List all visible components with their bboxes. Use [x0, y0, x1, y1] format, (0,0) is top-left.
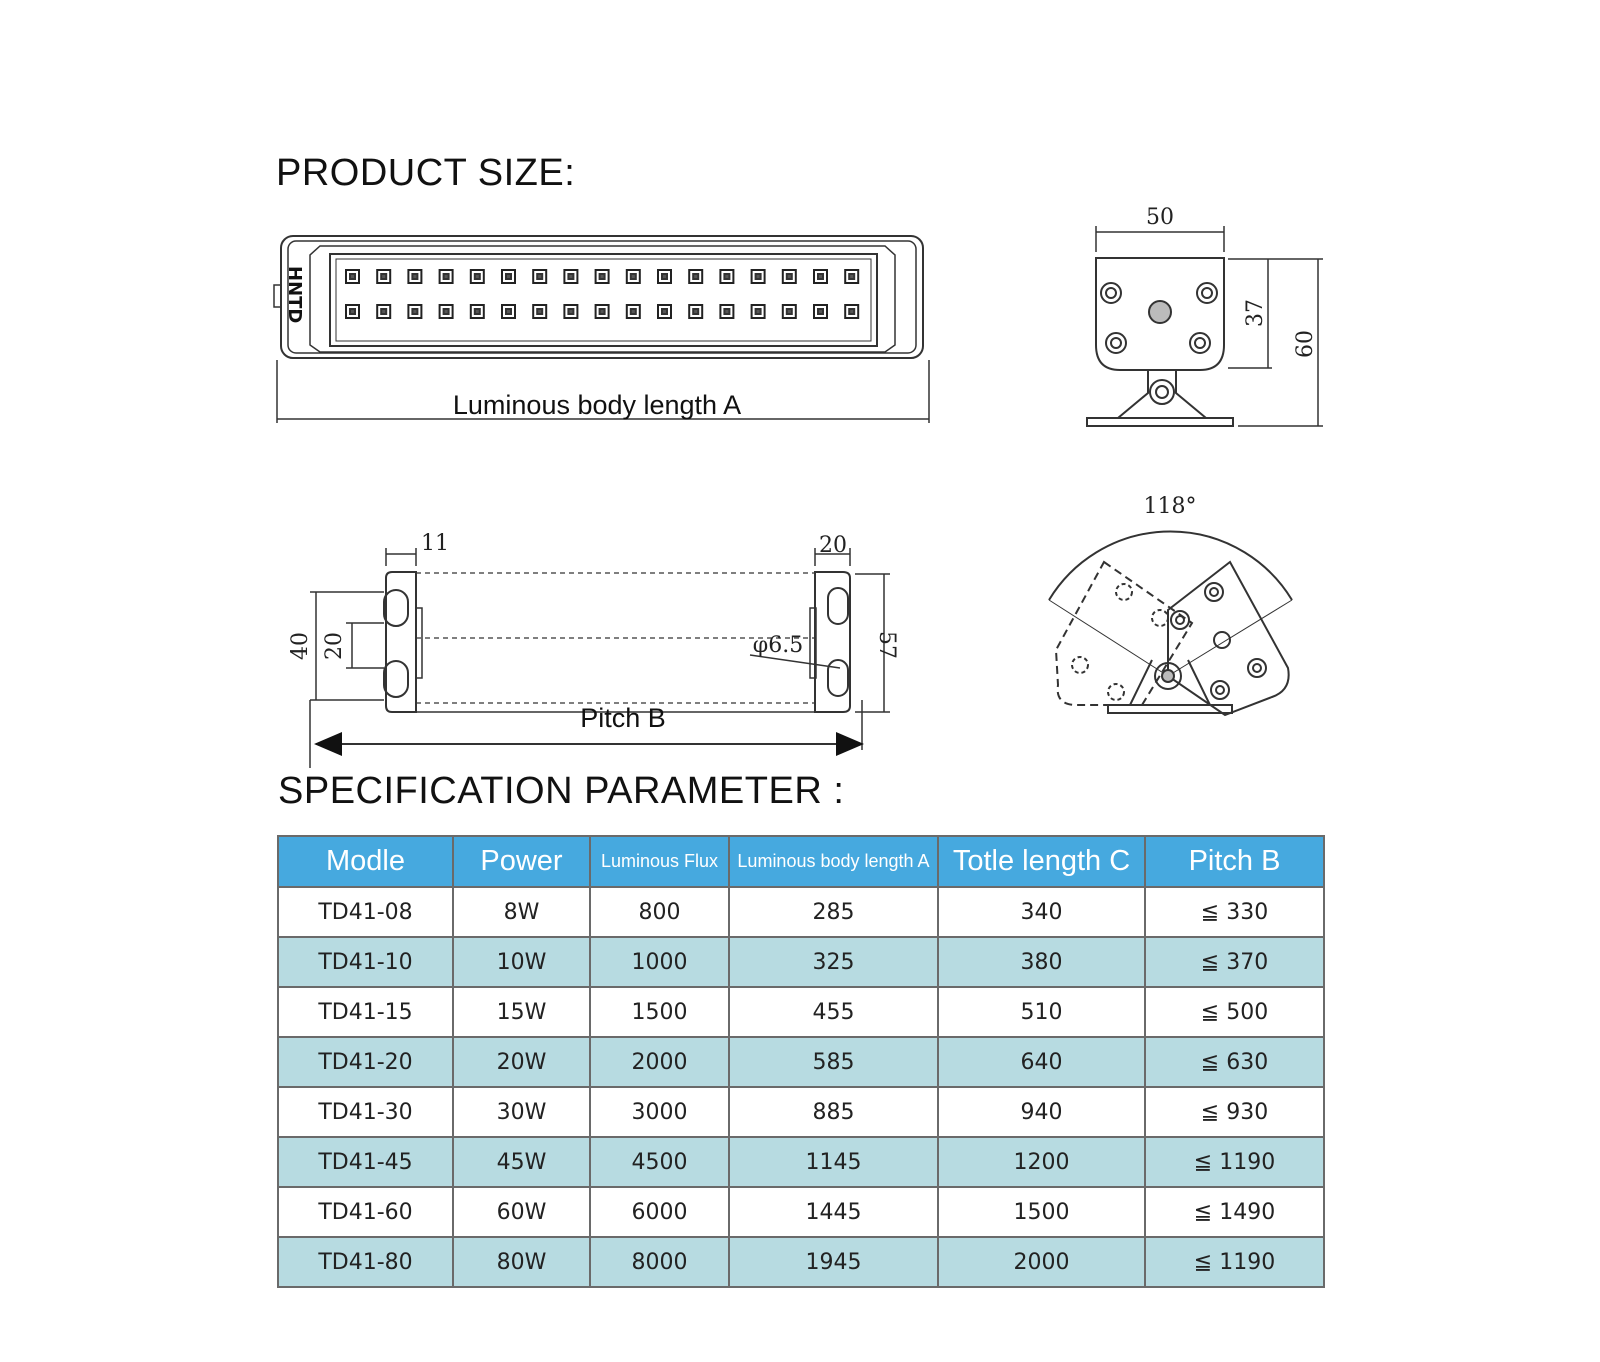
cell-model: TD41-60 — [278, 1187, 453, 1237]
led-chip-core — [568, 274, 573, 279]
cell-total-length: 510 — [938, 987, 1145, 1037]
led-chip-core — [444, 274, 449, 279]
cell-pitch: ≦ 330 — [1145, 887, 1324, 937]
led-chip-core — [849, 309, 854, 314]
cell-luminous-flux: 1500 — [590, 987, 729, 1037]
cell-model: TD41-15 — [278, 987, 453, 1037]
table-row — [278, 987, 1324, 1037]
led-chip-core — [412, 274, 417, 279]
table-row — [278, 1137, 1324, 1187]
led-chip-core — [756, 274, 761, 279]
cell-pitch: ≦ 1490 — [1145, 1187, 1324, 1237]
led-chip-core — [662, 309, 667, 314]
led-chip-core — [412, 309, 417, 314]
table-row — [278, 1087, 1324, 1137]
dim-hole-diameter: φ6.5 — [752, 633, 804, 658]
cell-power: 10W — [453, 937, 590, 987]
led-chip-core — [756, 309, 761, 314]
cell-pitch: ≦ 500 — [1145, 987, 1324, 1037]
cell-power: 45W — [453, 1137, 590, 1187]
led-chip-core — [631, 309, 636, 314]
cell-luminous-flux: 2000 — [590, 1037, 729, 1087]
header-pitch: Pitch B — [1145, 836, 1324, 887]
led-chip-core — [537, 274, 542, 279]
led-chip-core — [693, 274, 698, 279]
led-chip-core — [724, 274, 729, 279]
cell-luminous-body-length: 585 — [729, 1037, 938, 1087]
led-chip-core — [818, 309, 823, 314]
cell-pitch: ≦ 1190 — [1145, 1237, 1324, 1287]
cell-pitch: ≦ 1190 — [1145, 1137, 1324, 1187]
cell-luminous-flux: 800 — [590, 887, 729, 937]
header-luminous-body-length: Luminous body length A — [729, 836, 938, 887]
cell-total-length: 340 — [938, 887, 1145, 937]
cell-pitch: ≦ 370 — [1145, 937, 1324, 987]
dim-bracket-left-offset: 11 — [421, 531, 449, 556]
header-luminous-flux: Luminous Flux — [590, 836, 729, 887]
cell-model: TD41-10 — [278, 937, 453, 987]
cell-power: 60W — [453, 1187, 590, 1237]
product-size-heading: PRODUCT SIZE: — [276, 152, 576, 194]
cell-power: 20W — [453, 1037, 590, 1087]
cell-total-length: 2000 — [938, 1237, 1145, 1287]
table-row — [278, 1237, 1324, 1287]
led-chip-core — [693, 309, 698, 314]
cell-luminous-body-length: 1445 — [729, 1187, 938, 1237]
cell-luminous-body-length: 1145 — [729, 1137, 938, 1187]
cell-power: 15W — [453, 987, 590, 1037]
dim-bracket-height-outer: 40 — [288, 632, 313, 660]
cell-model: TD41-30 — [278, 1087, 453, 1137]
led-chip-core — [600, 274, 605, 279]
cell-luminous-flux: 3000 — [590, 1087, 729, 1137]
led-chip-core — [506, 274, 511, 279]
dim-bracket-height-right: 57 — [874, 631, 899, 659]
table-row — [278, 887, 1324, 937]
cell-total-length: 1200 — [938, 1137, 1145, 1187]
cell-model: TD41-80 — [278, 1237, 453, 1287]
led-chip-core — [724, 309, 729, 314]
cell-power: 8W — [453, 887, 590, 937]
led-chip-core — [475, 309, 480, 314]
dim-side-width: 50 — [1146, 205, 1174, 230]
cell-luminous-flux: 8000 — [590, 1237, 729, 1287]
led-chip-core — [818, 274, 823, 279]
spec-table — [277, 835, 1325, 1288]
cell-total-length: 640 — [938, 1037, 1145, 1087]
dim-side-height-inner: 37 — [1243, 299, 1268, 327]
cell-luminous-body-length: 885 — [729, 1087, 938, 1137]
luminous-length-label: Luminous body length A — [452, 390, 742, 420]
spec-heading: SPECIFICATION PARAMETER : — [278, 770, 845, 812]
cell-pitch: ≦ 930 — [1145, 1087, 1324, 1137]
led-chip-core — [350, 309, 355, 314]
led-chip-core — [662, 274, 667, 279]
dim-side-height-outer: 60 — [1293, 330, 1318, 358]
cell-power: 30W — [453, 1087, 590, 1137]
cell-luminous-body-length: 1945 — [729, 1237, 938, 1287]
cell-total-length: 940 — [938, 1087, 1145, 1137]
led-chip-core — [475, 274, 480, 279]
cell-power: 80W — [453, 1237, 590, 1287]
led-chip-core — [381, 274, 386, 279]
bracket-view-drawing — [310, 548, 890, 768]
cell-total-length: 380 — [938, 937, 1145, 987]
side-view-drawing — [1087, 226, 1323, 426]
dim-bracket-right-offset: 20 — [819, 533, 847, 558]
cell-luminous-flux: 4500 — [590, 1137, 729, 1187]
cell-luminous-body-length: 455 — [729, 987, 938, 1037]
led-grid — [346, 270, 858, 318]
table-header-row — [278, 836, 1324, 887]
cell-total-length: 1500 — [938, 1187, 1145, 1237]
brand-label: HNTD — [284, 266, 305, 324]
led-chip-core — [506, 309, 511, 314]
header-total-length: Totle length C — [938, 836, 1145, 887]
header-model: Modle — [278, 836, 453, 887]
cell-luminous-body-length: 325 — [729, 937, 938, 987]
cell-model: TD41-08 — [278, 887, 453, 937]
dim-rotation-angle: 118° — [1143, 494, 1197, 519]
cell-luminous-flux: 1000 — [590, 937, 729, 987]
table-row — [278, 1037, 1324, 1087]
cell-pitch: ≦ 630 — [1145, 1037, 1324, 1087]
led-chip-core — [787, 274, 792, 279]
led-chip-core — [381, 309, 386, 314]
header-power: Power — [453, 836, 590, 887]
dim-bracket-height-inner: 20 — [322, 632, 347, 660]
led-chip-core — [537, 309, 542, 314]
table-row — [278, 1187, 1324, 1237]
cell-model: TD41-45 — [278, 1137, 453, 1187]
rotation-view-drawing — [1049, 531, 1292, 715]
table-row — [278, 937, 1324, 987]
cell-luminous-body-length: 285 — [729, 887, 938, 937]
cell-luminous-flux: 6000 — [590, 1187, 729, 1237]
led-chip-core — [600, 309, 605, 314]
led-chip-core — [787, 309, 792, 314]
pitch-label: Pitch B — [580, 703, 666, 733]
led-chip-core — [350, 274, 355, 279]
led-chip-core — [568, 309, 573, 314]
cell-model: TD41-20 — [278, 1037, 453, 1087]
led-chip-core — [631, 274, 636, 279]
led-chip-core — [849, 274, 854, 279]
led-chip-core — [444, 309, 449, 314]
